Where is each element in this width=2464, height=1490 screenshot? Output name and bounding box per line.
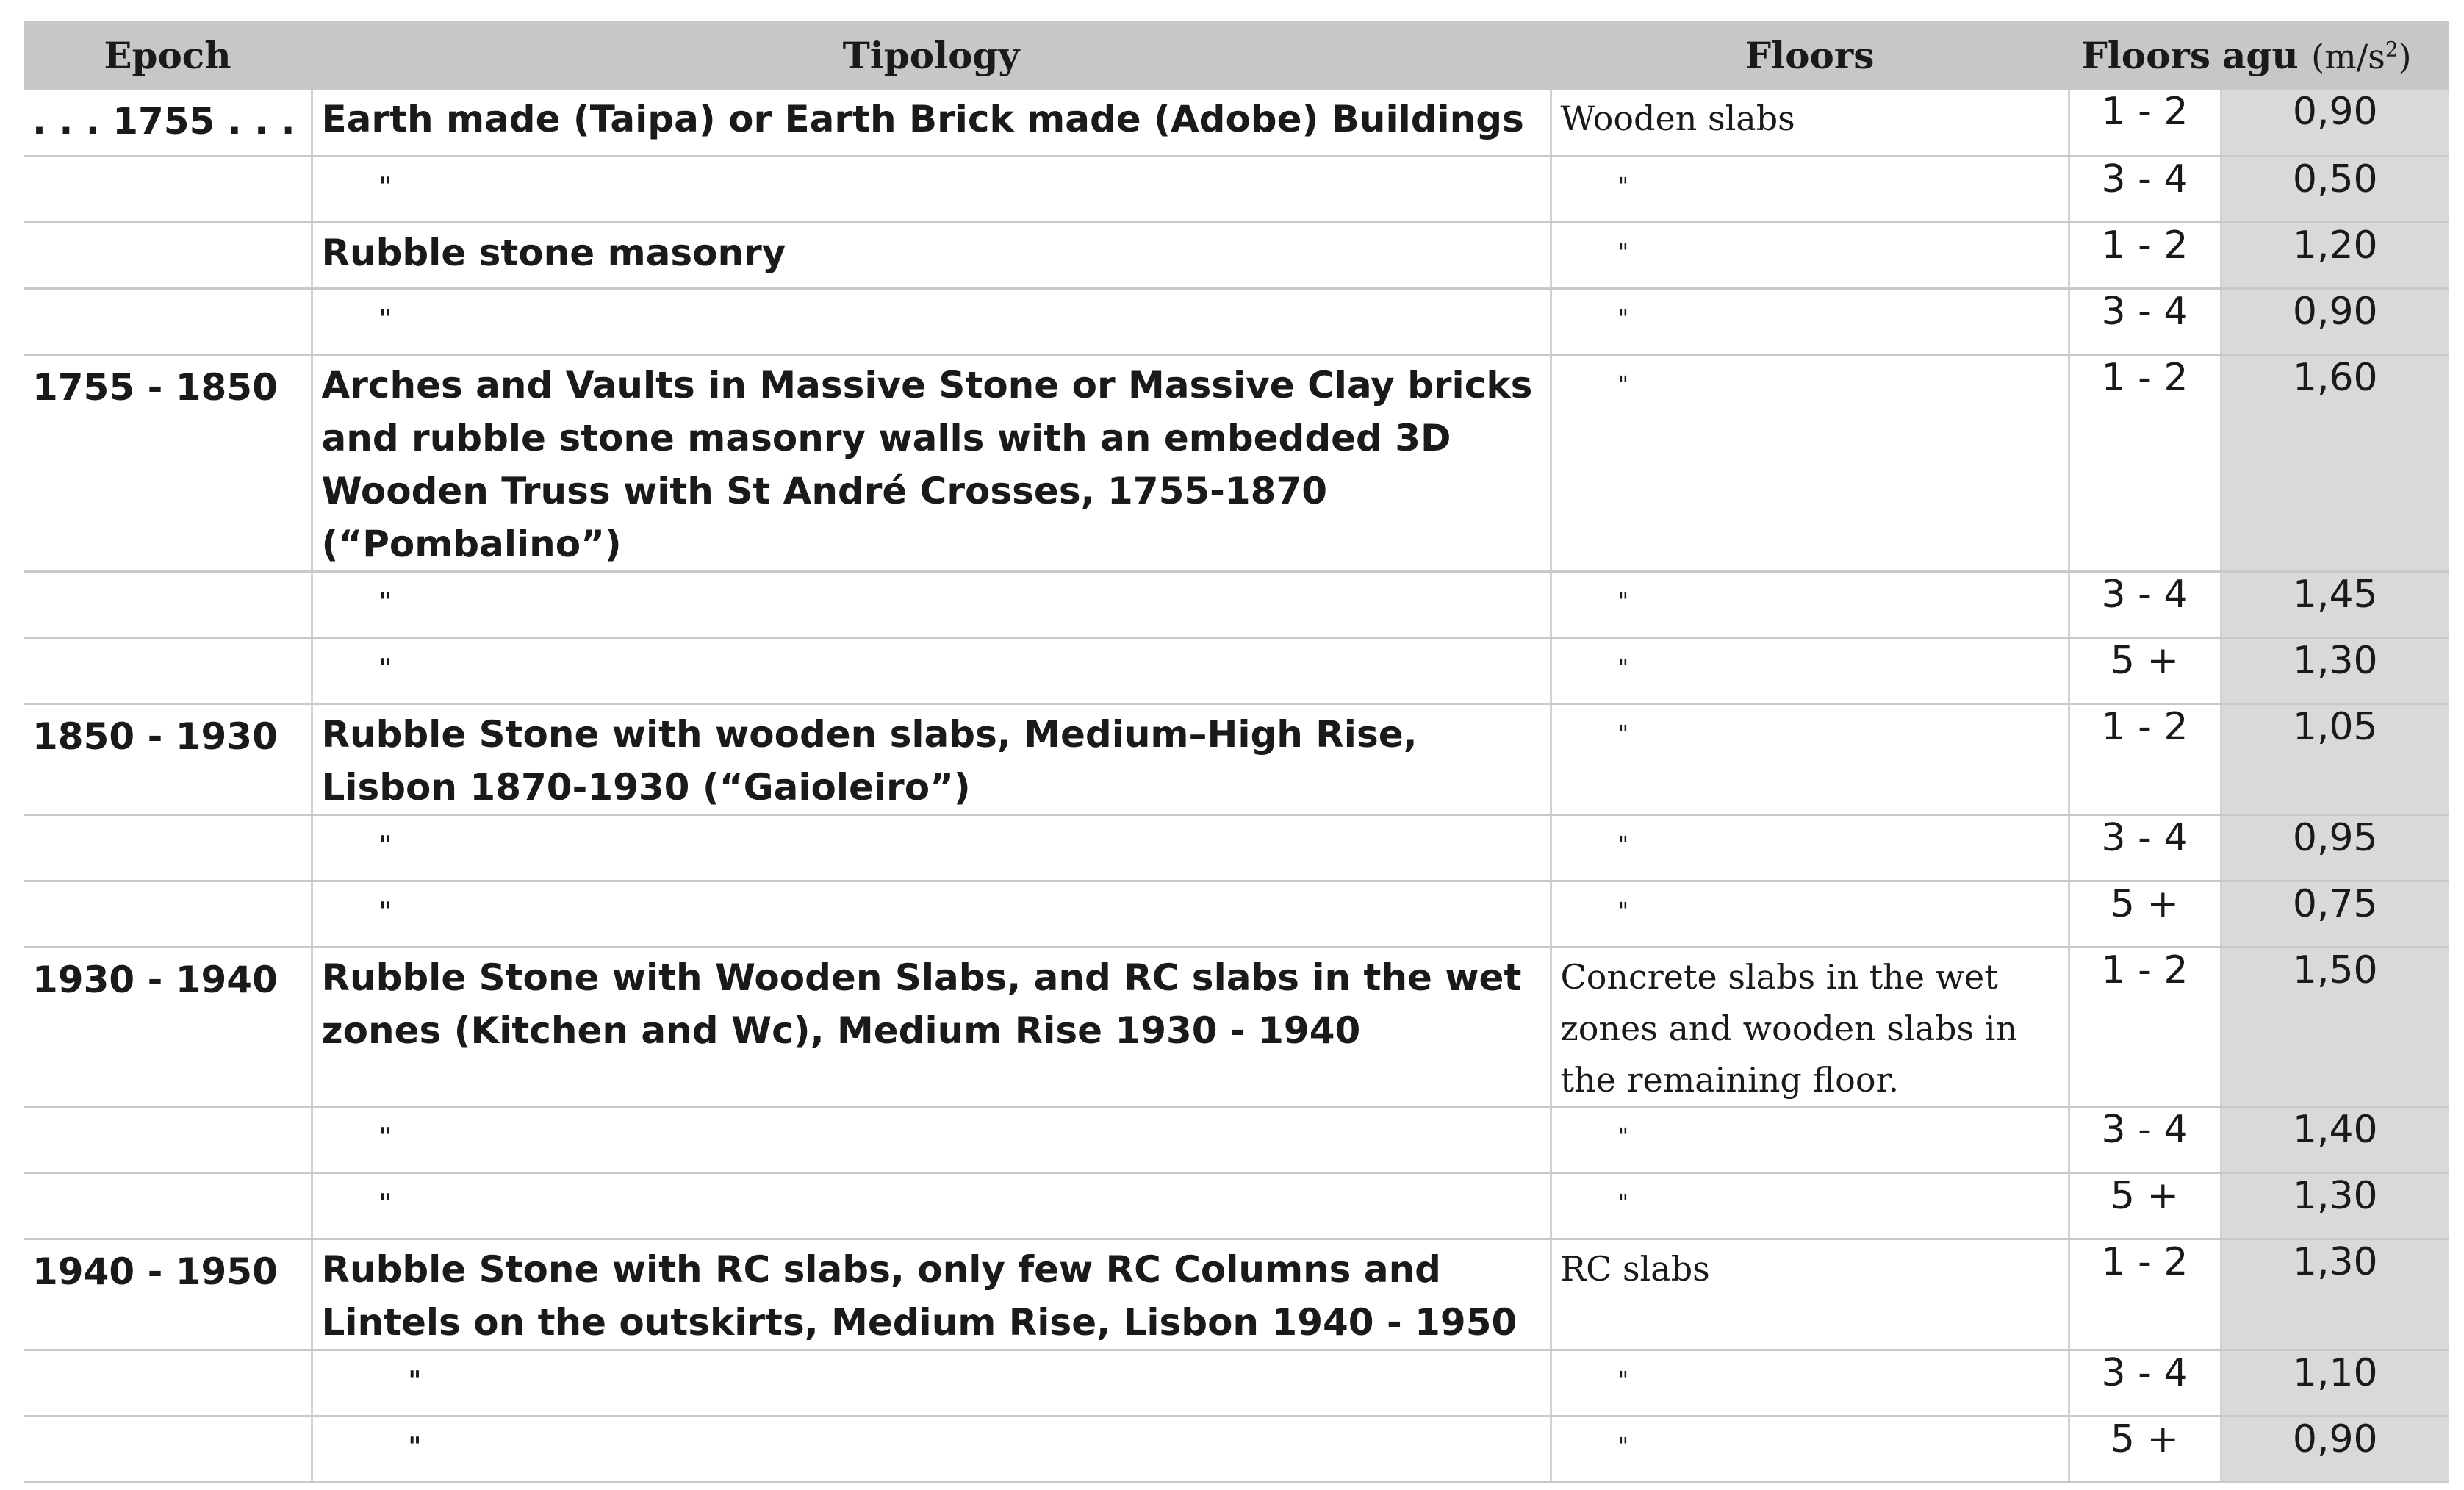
- tipology-cell: Earth made (Taipa) or Earth Brick made (Adobe) Buildings: [312, 90, 1551, 156]
- tipology-cell: ": [312, 881, 1551, 947]
- table-row: [24, 703, 2449, 814]
- typology-table: [24, 21, 2449, 1483]
- header-floors-slab: Floors: [1551, 21, 2069, 90]
- epoch-cell: 1940 - 1950: [24, 1239, 312, 1350]
- table-row: [24, 1239, 2449, 1350]
- table-row: [24, 1416, 2449, 1482]
- floors-slab-cell: ": [1551, 288, 2069, 354]
- tipology-cell: Rubble Stone with RC slabs, only few RC Columns and Lintels on the outskirts, Medium Rise, Lisbon 1940 - 1950: [312, 1239, 1551, 1350]
- epoch-cell: [24, 1106, 312, 1172]
- floors-count-cell: 1 - 2: [2069, 703, 2221, 814]
- epoch-cell: [24, 156, 312, 222]
- tipology-cell: ": [312, 1416, 1551, 1482]
- epoch-cell: [24, 1172, 312, 1239]
- table-row: [24, 90, 2449, 156]
- floors-slab-cell: ": [1551, 637, 2069, 703]
- epoch-cell: [24, 571, 312, 637]
- epoch-cell: [24, 1416, 312, 1482]
- floors-slab-cell: ": [1551, 571, 2069, 637]
- floors-count-cell: 3 - 4: [2069, 1350, 2221, 1416]
- floors-count-cell: 5 +: [2069, 881, 2221, 947]
- floors-count-cell: 5 +: [2069, 1172, 2221, 1239]
- floors-slab-cell: ": [1551, 1416, 2069, 1482]
- epoch-cell: . . . 1755 . . .: [24, 90, 312, 156]
- table-row: [24, 637, 2449, 703]
- floors-slab-cell: ": [1551, 156, 2069, 222]
- floors-slab-cell: ": [1551, 814, 2069, 881]
- table-body: [24, 90, 2449, 1482]
- table-row: [24, 156, 2449, 222]
- table-row: [24, 354, 2449, 571]
- floors-count-cell: 5 +: [2069, 637, 2221, 703]
- agu-cell: 0,50: [2221, 156, 2449, 222]
- epoch-cell: 1850 - 1930: [24, 703, 312, 814]
- floors-slab-cell: ": [1551, 703, 2069, 814]
- agu-cell: 1,45: [2221, 571, 2449, 637]
- tipology-cell: ": [312, 1350, 1551, 1416]
- tipology-cell: ": [312, 288, 1551, 354]
- tipology-cell: Rubble Stone with wooden slabs, Medium–High Rise, Lisbon 1870-1930 (“Gaioleiro”): [312, 703, 1551, 814]
- tipology-cell: ": [312, 1106, 1551, 1172]
- tipology-cell: ": [312, 814, 1551, 881]
- floors-count-cell: 3 - 4: [2069, 1106, 2221, 1172]
- epoch-cell: [24, 814, 312, 881]
- table-row: [24, 947, 2449, 1106]
- table-row: [24, 222, 2449, 288]
- header-agu-label: agu: [2222, 33, 2299, 77]
- floors-slab-cell: ": [1551, 1106, 2069, 1172]
- header-agu-unit: $(m/s^2)$: [2311, 36, 2412, 76]
- table-row: [24, 571, 2449, 637]
- table-row: [24, 1172, 2449, 1239]
- floors-slab-cell: ": [1551, 222, 2069, 288]
- floors-slab-cell: ": [1551, 881, 2069, 947]
- floors-count-cell: 3 - 4: [2069, 814, 2221, 881]
- tipology-cell: Arches and Vaults in Massive Stone or Massive Clay bricks and rubble stone masonry walls with an embedded 3D Wooden Truss with St André Crosses, 1755-1870 (“Pombalino”): [312, 354, 1551, 571]
- floors-slab-cell: ": [1551, 1350, 2069, 1416]
- floors-slab-cell: ": [1551, 354, 2069, 571]
- table-row: [24, 814, 2449, 881]
- agu-cell: 0,90: [2221, 1416, 2449, 1482]
- floors-count-cell: 1 - 2: [2069, 90, 2221, 156]
- epoch-cell: [24, 637, 312, 703]
- epoch-cell: [24, 222, 312, 288]
- floors-slab-cell: Wooden slabs: [1551, 90, 2069, 156]
- floors-slab-cell: ": [1551, 1172, 2069, 1239]
- tipology-cell: Rubble Stone with Wooden Slabs, and RC slabs in the wet zones (Kitchen and Wc), Medium Rise 1930 - 1940: [312, 947, 1551, 1106]
- header-tipology: Tipology: [312, 21, 1551, 90]
- agu-cell: 1,10: [2221, 1350, 2449, 1416]
- epoch-cell: 1930 - 1940: [24, 947, 312, 1106]
- agu-cell: 0,75: [2221, 881, 2449, 947]
- table-row: [24, 1106, 2449, 1172]
- agu-cell: 1,30: [2221, 1172, 2449, 1239]
- epoch-cell: 1755 - 1850: [24, 354, 312, 571]
- table-row: [24, 288, 2449, 354]
- floors-count-cell: 5 +: [2069, 1416, 2221, 1482]
- epoch-cell: [24, 881, 312, 947]
- agu-cell: 1,30: [2221, 637, 2449, 703]
- agu-cell: 1,20: [2221, 222, 2449, 288]
- header-row: [24, 21, 2449, 90]
- epoch-cell: [24, 288, 312, 354]
- agu-cell: 1,40: [2221, 1106, 2449, 1172]
- tipology-cell: ": [312, 637, 1551, 703]
- agu-cell: 1,05: [2221, 703, 2449, 814]
- floors-count-cell: 3 - 4: [2069, 571, 2221, 637]
- header-floors-count: Floors: [2069, 21, 2221, 90]
- floors-slab-cell: RC slabs: [1551, 1239, 2069, 1350]
- agu-cell: 1,30: [2221, 1239, 2449, 1350]
- epoch-cell: [24, 1350, 312, 1416]
- floors-count-cell: 1 - 2: [2069, 947, 2221, 1106]
- agu-cell: 1,50: [2221, 947, 2449, 1106]
- floors-count-cell: 3 - 4: [2069, 156, 2221, 222]
- agu-cell: 0,90: [2221, 90, 2449, 156]
- table-row: [24, 881, 2449, 947]
- floors-count-cell: 1 - 2: [2069, 1239, 2221, 1350]
- tipology-cell: ": [312, 156, 1551, 222]
- floors-count-cell: 1 - 2: [2069, 354, 2221, 571]
- agu-cell: 1,60: [2221, 354, 2449, 571]
- table-row: [24, 1350, 2449, 1416]
- header-agu: [2221, 21, 2449, 90]
- agu-cell: 0,90: [2221, 288, 2449, 354]
- tipology-cell: ": [312, 1172, 1551, 1239]
- tipology-cell: Rubble stone masonry: [312, 222, 1551, 288]
- floors-count-cell: 1 - 2: [2069, 222, 2221, 288]
- agu-cell: 0,95: [2221, 814, 2449, 881]
- header-epoch: Epoch: [24, 21, 312, 90]
- floors-slab-cell: Concrete slabs in the wet zones and wooden slabs in the remaining floor.: [1551, 947, 2069, 1106]
- floors-count-cell: 3 - 4: [2069, 288, 2221, 354]
- tipology-cell: ": [312, 571, 1551, 637]
